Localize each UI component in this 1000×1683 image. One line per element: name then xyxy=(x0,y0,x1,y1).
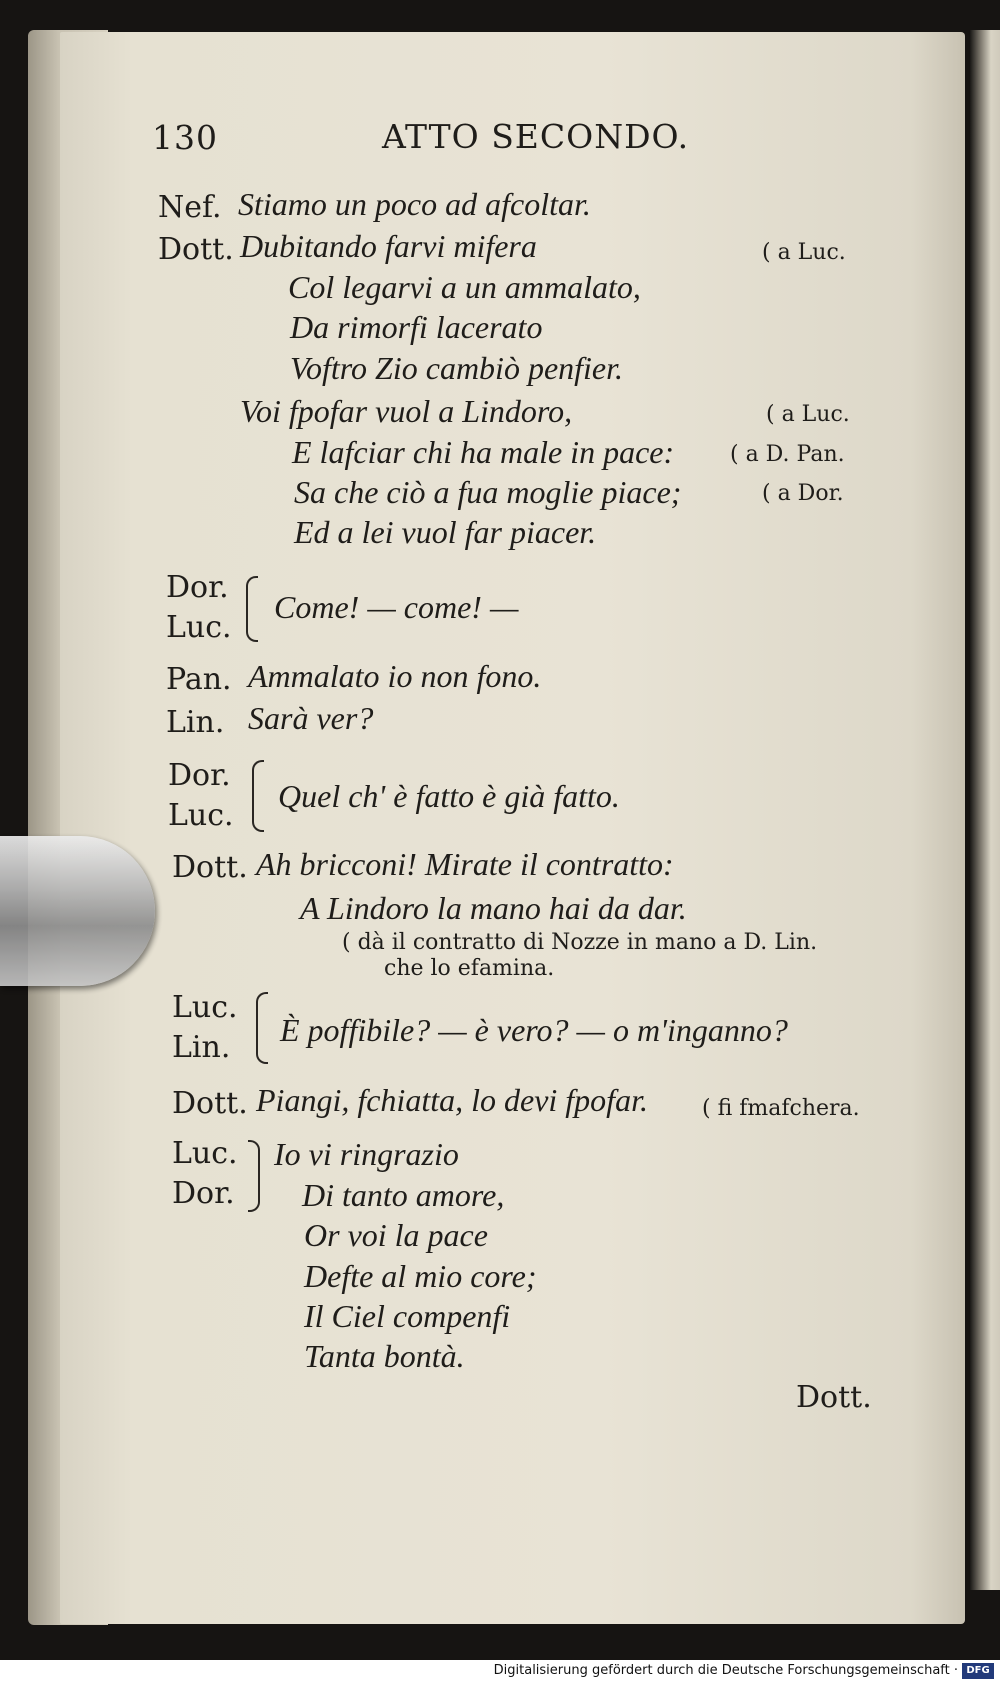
speaker-brace xyxy=(246,576,258,642)
verse-line: Dubitando farvi mifera xyxy=(240,228,537,264)
dfg-logo: DFG xyxy=(962,1663,994,1679)
verse-line: È poffibile? — è vero? — o m'inganno? xyxy=(280,1012,788,1048)
verse-line: Sarà ver? xyxy=(248,700,374,736)
speaker-label: Luc. xyxy=(166,610,232,645)
speaker-label: Dor. xyxy=(172,1176,235,1211)
speaker-label: Luc. xyxy=(172,990,238,1025)
verse-line: Come! — come! — xyxy=(274,589,519,625)
verse-line: A Lindoro la mano hai da dar. xyxy=(300,890,687,926)
aside-direction: ( a Luc. xyxy=(762,240,846,265)
verse-line: Sa che ciò a fua moglie piace; xyxy=(294,474,682,510)
footer-bar xyxy=(0,1660,1000,1683)
speaker-label: Pan. xyxy=(166,662,232,697)
verse-line: Voi fpofar vuol a Lindoro, xyxy=(240,393,573,429)
speaker-brace xyxy=(252,760,264,832)
speaker-label: Nef. xyxy=(158,190,222,225)
verse-line: Quel ch' è fatto è già fatto. xyxy=(278,778,620,814)
speaker-brace xyxy=(248,1140,260,1212)
aside-direction: ( a D. Pan. xyxy=(730,442,845,467)
catchword: Dott. xyxy=(796,1380,872,1415)
running-title: ATTO SECONDO. xyxy=(382,117,690,156)
speaker-label: Dott. xyxy=(158,232,234,267)
verse-line: Ammalato io non fono. xyxy=(248,658,542,694)
facing-page-edge xyxy=(970,30,1000,1590)
speaker-label: Dott. xyxy=(172,1086,248,1121)
speaker-label: Luc. xyxy=(172,1136,238,1171)
verse-line: E lafciar chi ha male in pace: xyxy=(292,434,675,470)
verse-line: Io vi ringrazio xyxy=(274,1136,459,1172)
stage-direction: che lo efamina. xyxy=(384,956,555,981)
verse-line: Defte al mio core; xyxy=(304,1258,537,1294)
verse-line: Col legarvi a un ammalato, xyxy=(288,269,641,305)
verse-line: Il Ciel compenfi xyxy=(304,1298,511,1334)
verse-line: Ed a lei vuol far piacer. xyxy=(294,514,597,550)
verse-line: Voftro Zio cambiò penfier. xyxy=(290,350,624,386)
speaker-label: Dott. xyxy=(172,850,248,885)
verse-line: Ah bricconi! Mirate il contratto: xyxy=(256,846,674,882)
speaker-label: Luc. xyxy=(168,798,234,833)
speaker-brace xyxy=(256,992,268,1064)
speaker-label: Dor. xyxy=(168,758,231,793)
verse-line: Di tanto amore, xyxy=(302,1177,505,1213)
verse-line: Da rimorfi lacerato xyxy=(290,309,543,345)
speaker-label: Dor. xyxy=(166,570,229,605)
page-clip xyxy=(0,836,155,986)
aside-direction: ( a Dor. xyxy=(762,481,844,506)
aside-direction: ( a Luc. xyxy=(766,402,850,427)
speaker-label: Lin. xyxy=(166,705,225,740)
page-number: 130 xyxy=(152,118,218,157)
verse-line: Stiamo un poco ad afcoltar. xyxy=(238,186,591,222)
speaker-label: Lin. xyxy=(172,1030,231,1065)
stage-direction: ( dà il contratto di Nozze in mano a D. Lin. xyxy=(342,930,818,955)
verse-line: Piangi, fchiatta, lo devi fpofar. xyxy=(256,1082,648,1118)
footer-credit: Digitalisierung gefördert durch die Deutsche Forschungsgemeinschaft · xyxy=(493,1663,958,1678)
verse-line: Tanta bontà. xyxy=(304,1338,465,1374)
verse-line: Or voi la pace xyxy=(304,1217,488,1253)
aside-direction: ( fi fmafchera. xyxy=(702,1096,860,1121)
